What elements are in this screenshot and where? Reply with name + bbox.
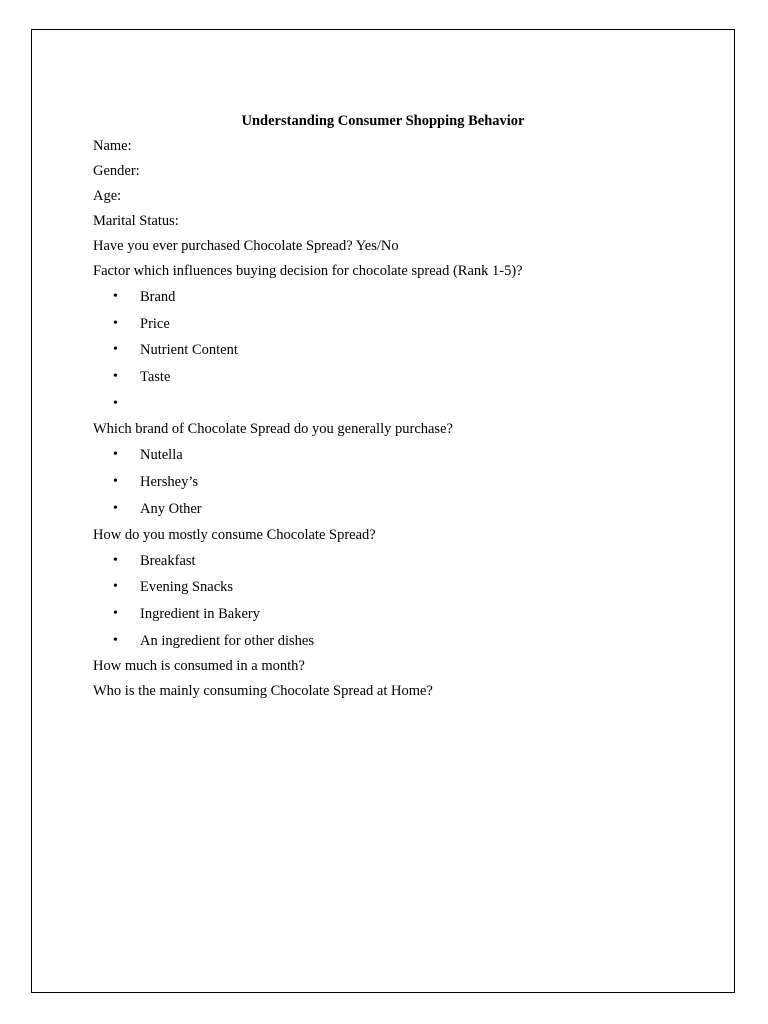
age-field-label: Age: xyxy=(93,188,122,204)
list-item xyxy=(93,444,693,471)
bullet-icon: • xyxy=(113,579,118,595)
list-item xyxy=(93,471,693,498)
bullet-icon: • xyxy=(113,395,118,411)
brand-list xyxy=(93,444,693,524)
list-item-label: Taste xyxy=(140,369,171,386)
bullet-icon: • xyxy=(113,447,118,463)
document-title: Understanding Consumer Shopping Behavior xyxy=(241,113,525,129)
list-item-label: Hershey’s xyxy=(140,474,198,491)
gender-field-label: Gender: xyxy=(93,163,140,179)
list-item-label: Ingredient in Bakery xyxy=(140,605,260,622)
list-item xyxy=(93,339,693,366)
consume-list xyxy=(93,550,693,657)
list-item-label: Brand xyxy=(140,289,176,305)
list-item xyxy=(93,366,693,393)
bullet-icon: • xyxy=(113,552,118,568)
name-field-label: Name: xyxy=(93,138,132,154)
document-body xyxy=(93,111,693,706)
list-item-label: Any Other xyxy=(140,500,202,517)
list-item-label: Evening Snacks xyxy=(140,579,234,596)
list-item xyxy=(93,603,693,630)
list-item xyxy=(93,286,693,313)
bullet-icon: • xyxy=(113,289,118,304)
list-item xyxy=(93,498,693,525)
question-purchased: Have you ever purchased Chocolate Spread? Yes/No xyxy=(93,238,399,254)
bullet-icon: • xyxy=(113,500,118,516)
factors-list xyxy=(93,286,693,419)
list-item xyxy=(93,630,693,657)
bullet-icon: • xyxy=(113,632,118,648)
question-who-consumes: Who is the mainly consuming Chocolate Spread at Home? xyxy=(93,683,433,700)
bullet-icon: • xyxy=(113,342,118,358)
question-consume: How do you mostly consume Chocolate Spread? xyxy=(93,526,376,543)
question-factors: Factor which influences buying decision for chocolate spread (Rank 1-5)? xyxy=(93,263,523,279)
list-item-label: Nutrient Content xyxy=(140,342,238,359)
bullet-icon: • xyxy=(113,315,118,331)
marital-status-field-label: Marital Status: xyxy=(93,213,179,229)
question-brand: Which brand of Chocolate Spread do you generally purchase? xyxy=(93,421,453,438)
bullet-icon: • xyxy=(113,369,118,385)
list-item-label: Nutella xyxy=(140,447,183,464)
bullet-icon: • xyxy=(113,474,118,490)
list-item-label: Breakfast xyxy=(140,552,196,569)
bullet-icon: • xyxy=(113,605,118,621)
list-item xyxy=(93,313,693,340)
list-item xyxy=(93,550,693,577)
question-monthly-consumption: How much is consumed in a month? xyxy=(93,658,305,675)
list-item xyxy=(93,576,693,603)
list-item-empty xyxy=(93,393,693,420)
document-page xyxy=(31,29,735,993)
list-item-label: An ingredient for other dishes xyxy=(140,632,314,649)
list-item-label: Price xyxy=(140,315,170,332)
